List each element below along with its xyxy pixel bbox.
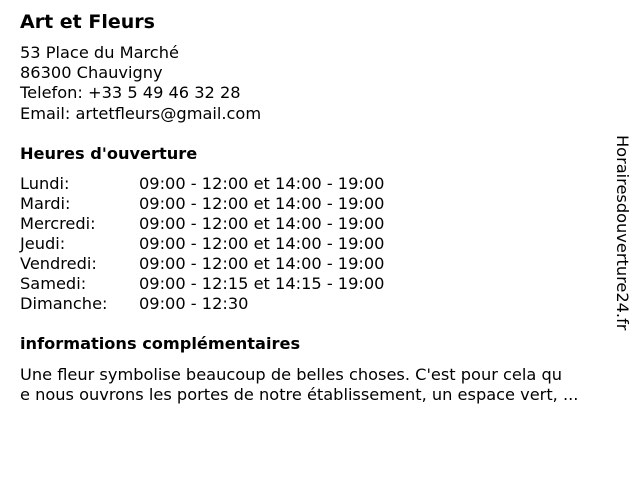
description-line-2: e nous ouvrons les portes de notre établissement, un espace vert, ... [20,385,579,404]
contact-block [20,43,261,124]
day-label: Vendredi: [20,254,97,273]
site-watermark: Horairesdouverture24.fr [613,135,632,331]
day-label: Jeudi: [20,234,66,253]
additional-info-heading: informations complémentaires [20,334,301,353]
time-value: 09:00 - 12:00 et 14:00 - 19:00 [139,214,385,233]
day-label: Lundi: [20,174,70,193]
time-value: 09:00 - 12:00 et 14:00 - 19:00 [139,234,385,253]
description-line-1: Une fleur symbolise beaucoup de belles choses. C'est pour cela qu [20,365,562,384]
opening-hours-heading: Heures d'ouverture [20,144,198,163]
phone-number: Telefon: +33 5 49 46 32 28 [20,83,241,103]
day-label: Dimanche: [20,294,108,313]
time-value: 09:00 - 12:00 et 14:00 - 19:00 [139,194,385,213]
address-line-2: 86300 Chauvigny [20,63,163,83]
additional-info-text [20,365,625,405]
time-value: 09:00 - 12:30 [139,294,249,313]
time-value: 09:00 - 12:00 et 14:00 - 19:00 [139,174,385,193]
business-name: Art et Fleurs [20,11,155,33]
day-label: Samedi: [20,274,87,293]
day-label: Mardi: [20,194,71,213]
day-label: Mercredi: [20,214,96,233]
time-value: 09:00 - 12:00 et 14:00 - 19:00 [139,254,385,273]
time-value: 09:00 - 12:15 et 14:15 - 19:00 [139,274,385,293]
address-line-1: 53 Place du Marché [20,43,179,62]
email-address: Email: artetfleurs@gmail.com [20,103,262,123]
